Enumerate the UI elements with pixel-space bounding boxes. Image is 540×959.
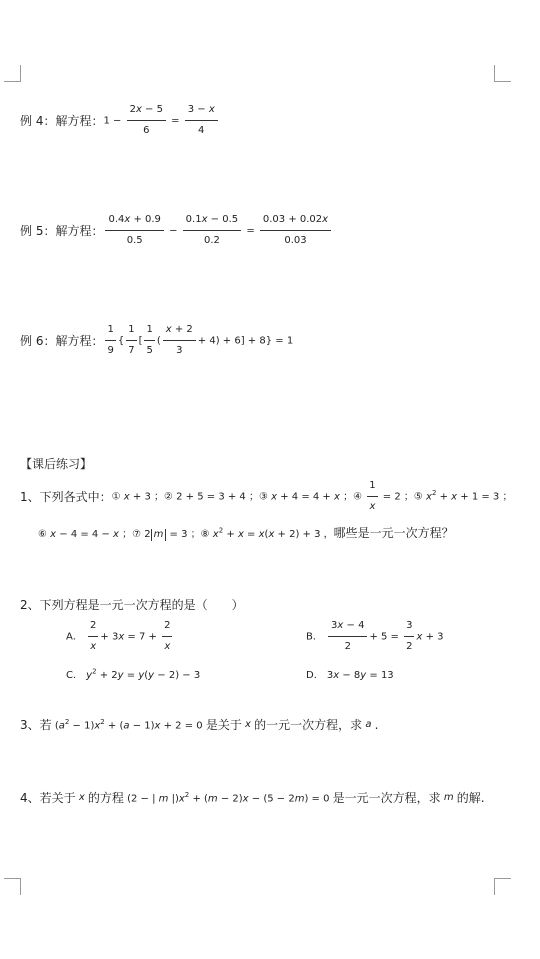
- q3-equation: $(a^2 - 1)x^2 + (a - 1)x + 2 = 0$: [51, 717, 206, 732]
- crop-mark-top-right: [494, 65, 511, 82]
- q4-end: 的解.: [456, 791, 485, 805]
- option-d-content: D． 3x − 8y = 13: [306, 670, 394, 681]
- option-c-content: C． $y^2 + 2y = y(y - 2) - 3$: [66, 667, 201, 681]
- crop-mark-bottom-right: [494, 878, 511, 895]
- q3-mid: 是关于: [205, 718, 242, 732]
- fraction: $\frac{2x - 5}{6}$: [127, 104, 166, 137]
- q4-prefix: 4、若关于: [20, 791, 76, 805]
- q4-var-m: m: [440, 792, 457, 803]
- q2-option-a[interactable]: [66, 620, 174, 653]
- fraction: $\frac{3x - 4}{2}$: [328, 620, 367, 653]
- fraction: $\frac{2}{x}$: [164, 620, 171, 652]
- q1-prefix: 1、下列各式中：: [20, 490, 112, 504]
- q4-var-x: x: [75, 792, 88, 803]
- option-a-content: A． $\frac{2}{x}$ + 3x = 7 + $\frac{2}{x}$: [66, 620, 171, 652]
- example-6-equation: $\frac{1}{9}$ { $\frac{1}{7}$ [ $\frac{1}{5}$ ( $\frac{x + 2}{3}$ + 4) + 6] + 8} = 1: [107, 324, 294, 356]
- crop-mark-bottom-left: [4, 878, 21, 895]
- example-6: [20, 324, 293, 357]
- q1-items-a: ① x + 3 ；② 2 + 5 = 3 + 4 ；③ x + 4 = 4 + x ；④ $\frac{1}{x}$ = 2 ；⑤ $x^2 + x + 1 = 3$ ；: [111, 480, 513, 512]
- q3-var-a: a: [362, 719, 375, 730]
- q2-option-d[interactable]: [306, 666, 394, 681]
- q4-mid: 的方程: [87, 791, 124, 805]
- exercises-title-text: 【课后练习】: [20, 457, 93, 471]
- q2-option-b[interactable]: [306, 620, 444, 653]
- crop-mark-top-left: [4, 65, 21, 82]
- q1-question: 哪些是一元一次方程？: [333, 526, 454, 540]
- fraction: $\frac{1}{x}$: [369, 480, 376, 512]
- fraction: $\frac{1}{5}$: [146, 324, 153, 356]
- q4-mid2: 是一元一次方程，求: [332, 791, 441, 805]
- fraction: $\frac{3 - x}{4}$: [185, 104, 218, 137]
- q3-end: .: [374, 717, 379, 732]
- q2-option-c[interactable]: [66, 666, 200, 681]
- example-4-label: 例 4：解方程：: [20, 114, 104, 128]
- q1-line-1: [20, 480, 512, 513]
- q3-prefix: 3、若: [20, 718, 52, 732]
- option-b-content: B． $\frac{3x - 4}{2}$ + 5 = $\frac{3}{2}$ x + 3: [306, 620, 444, 652]
- fraction: $\frac{0.1x - 0.5}{0.2}$: [183, 214, 241, 247]
- fraction: $\frac{1}{7}$: [128, 324, 135, 356]
- example-4: [20, 104, 220, 137]
- q1-line-2: [38, 524, 454, 541]
- fraction: $\frac{3}{2}$: [406, 620, 413, 652]
- q3-var-x: x: [241, 719, 255, 730]
- fraction: $\frac{2}{x}$: [90, 620, 97, 652]
- fraction: $\frac{0.4x + 0.9}{0.5}$: [105, 214, 163, 247]
- q3: [20, 716, 378, 733]
- exercises-title: [20, 455, 92, 472]
- example-5-label: 例 5：解方程：: [20, 224, 104, 238]
- fraction: $\frac{1}{9}$: [107, 324, 114, 356]
- example-5-equation: $\frac{0.4x + 0.9}{0.5}$ − $\frac{0.1x - 0.5}{0.2}$ = $\frac{0.03 + 0.02x}{0.03}$: [103, 214, 333, 247]
- fraction: $\frac{0.03 + 0.02x}{0.03}$: [260, 214, 331, 247]
- example-4-equation: 1 − $\frac{2x - 5}{6}$ = $\frac{3 - x}{4}$: [103, 104, 219, 137]
- q4: [20, 789, 485, 806]
- example-5: [20, 214, 333, 247]
- fraction: $\frac{x + 2}{3}$: [163, 324, 196, 357]
- q4-equation: (2 − | m $|)x^2 + (m - 2)x - (5 - 2m) = 0$: [123, 790, 333, 805]
- example-6-label: 例 6：解方程：: [20, 334, 104, 348]
- q1-items-b: ⑥ x − 4 = 4 − x ；⑦ 2 m = 3 ；⑧ $x^2 + x = x(x + 2) + 3$ ，: [38, 526, 334, 540]
- q2-stem: [20, 596, 244, 613]
- q3-mid2: 的一元一次方程，求: [254, 718, 363, 732]
- q2-text: 2、下列方程是一元一次方程的是（ ）: [20, 598, 244, 612]
